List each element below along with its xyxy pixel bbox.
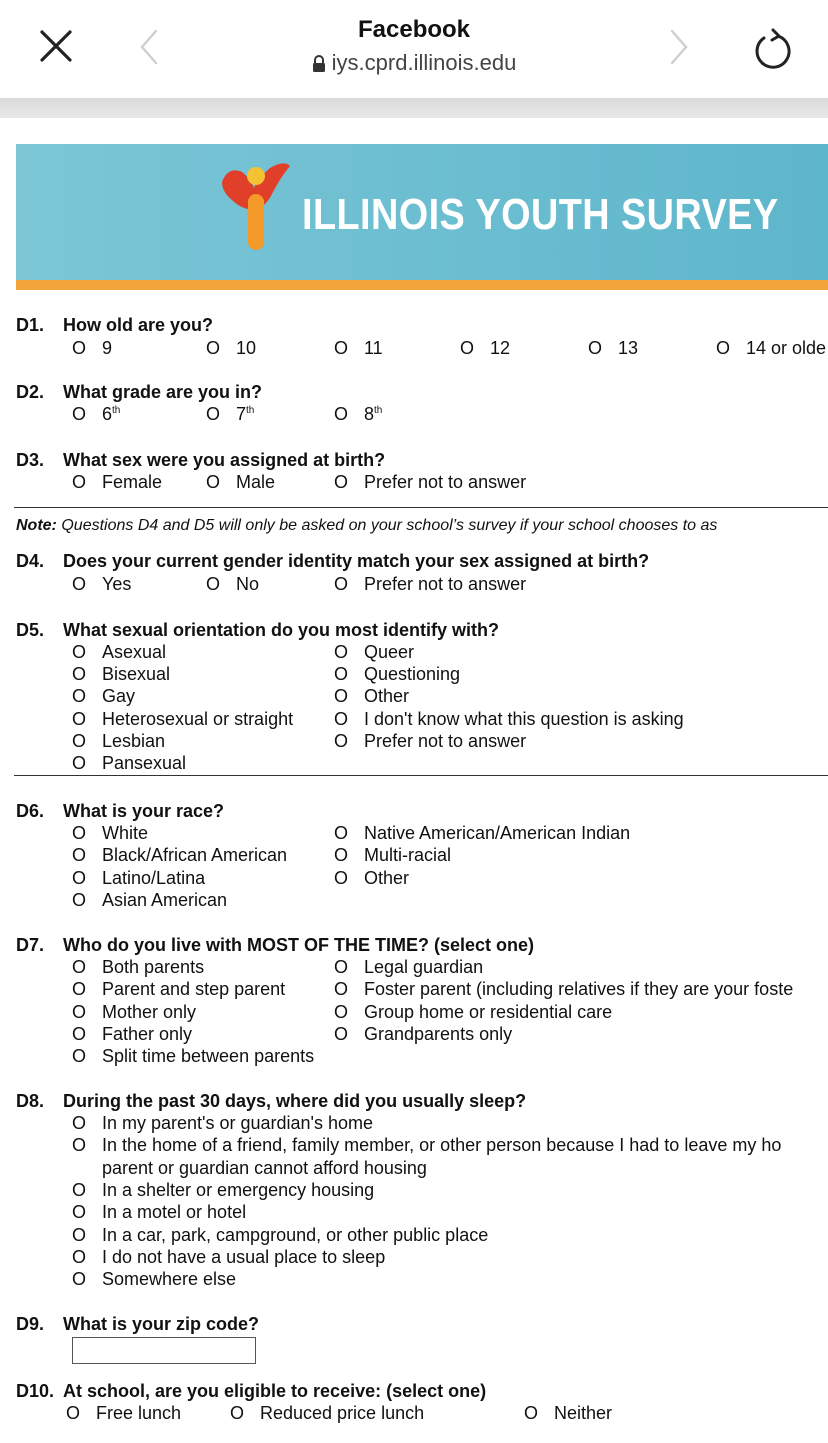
radio-button[interactable]: O <box>72 1113 87 1133</box>
option-black[interactable]: O Black/African American <box>72 845 288 865</box>
iys-logo-icon <box>218 158 294 254</box>
option-bisexual[interactable]: O Bisexual <box>72 664 171 684</box>
reload-icon[interactable] <box>748 26 796 74</box>
radio-button[interactable]: O <box>72 753 87 773</box>
question-d4 <box>0 551 828 575</box>
option-grade-7[interactable]: O 7th <box>206 404 255 424</box>
option-step-parent[interactable]: O Parent and step parent <box>72 979 286 999</box>
radio-button[interactable]: O <box>334 686 349 706</box>
radio-button[interactable]: O <box>72 823 87 843</box>
option-prefer-not[interactable]: O Prefer not to answer <box>334 574 527 594</box>
option-age-11[interactable]: O 11 <box>334 338 383 358</box>
survey-note: Note: Questions D4 and D5 will only be asked on your school’s survey if your school chooses to as <box>16 517 718 534</box>
option-dont-know[interactable]: O I don't know what this question is asking <box>334 709 684 729</box>
option-yes[interactable]: O Yes <box>72 574 132 594</box>
option-gay[interactable]: O Gay <box>72 686 136 706</box>
question-number: D9. <box>16 1314 45 1334</box>
radio-button[interactable]: O <box>334 957 349 977</box>
question-d5 <box>0 620 828 644</box>
url-text: iys.cprd.illinois.edu <box>331 50 517 75</box>
radio-button[interactable]: O <box>72 1202 87 1222</box>
radio-button[interactable]: O <box>72 731 87 751</box>
radio-button[interactable]: O <box>72 1046 87 1066</box>
radio-button[interactable]: O <box>72 1225 87 1245</box>
radio-button[interactable]: O <box>72 957 87 977</box>
zip-code-input[interactable] <box>72 1337 256 1364</box>
radio-button[interactable]: O <box>72 1180 87 1200</box>
radio-button[interactable]: O <box>716 338 731 358</box>
radio-button[interactable]: O <box>72 1002 87 1022</box>
radio-button[interactable]: O <box>334 1024 349 1044</box>
option-public-place[interactable]: O In a car, park, campground, or other public place <box>72 1225 489 1245</box>
question-d2 <box>0 382 828 406</box>
question-number: D2. <box>16 382 45 402</box>
divider <box>14 507 828 508</box>
option-age-13[interactable]: O 13 <box>588 338 639 358</box>
radio-button[interactable]: O <box>334 642 349 662</box>
option-age-12[interactable]: O 12 <box>460 338 511 358</box>
option-prefer-not[interactable]: O Prefer not to answer <box>334 472 527 492</box>
option-both-parents[interactable]: O Both parents <box>72 957 205 977</box>
option-reduced-lunch[interactable]: O Reduced price lunch <box>230 1403 425 1423</box>
radio-button[interactable]: O <box>72 845 87 865</box>
banner-title: ILLINOIS YOUTH SURVEY <box>302 190 779 239</box>
option-no[interactable]: O No <box>206 574 260 594</box>
radio-button[interactable]: O <box>72 890 87 910</box>
option-native-american[interactable]: O Native American/American Indian <box>334 823 631 843</box>
option-age-14[interactable]: O 14 or olde <box>716 338 827 358</box>
radio-button[interactable]: O <box>72 709 87 729</box>
radio-button[interactable]: O <box>334 472 349 492</box>
radio-button[interactable]: O <box>72 1024 87 1044</box>
question-text: At school, are you eligible to receive: (select one) <box>63 1381 487 1401</box>
radio-button[interactable]: O <box>334 868 349 888</box>
radio-button[interactable]: O <box>334 709 349 729</box>
question-d9 <box>0 1314 828 1338</box>
radio-button[interactable]: O <box>72 686 87 706</box>
radio-button[interactable]: O <box>334 823 349 843</box>
option-other[interactable]: O Other <box>334 868 410 888</box>
option-continuation-text: parent or guardian cannot afford housing <box>102 1158 427 1178</box>
radio-button[interactable]: O <box>334 731 349 751</box>
question-text: What grade are you in? <box>63 382 263 402</box>
radio-button[interactable]: O <box>460 338 475 358</box>
radio-button[interactable]: O <box>72 574 87 594</box>
radio-button[interactable]: O <box>72 868 87 888</box>
option-queer[interactable]: O Queer <box>334 642 415 662</box>
question-number: D10. <box>16 1381 55 1401</box>
radio-button[interactable]: O <box>72 1247 87 1267</box>
radio-button[interactable]: O <box>524 1403 539 1423</box>
question-number: D5. <box>16 620 45 640</box>
question-text: Does your current gender identity match your sex assigned at birth? <box>63 551 650 571</box>
option-neither[interactable]: O Neither <box>524 1403 613 1423</box>
option-latino[interactable]: O Latino/Latina <box>72 868 206 888</box>
option-white[interactable]: O White <box>72 823 149 843</box>
forward-arrow-icon[interactable] <box>668 27 690 67</box>
option-other[interactable]: O Other <box>334 686 410 706</box>
option-mother-only[interactable]: O Mother only <box>72 1002 197 1022</box>
option-grade-6[interactable]: O 6th <box>72 404 121 424</box>
radio-button[interactable]: O <box>334 664 349 684</box>
option-parents-home[interactable]: O In my parent's or guardian's home <box>72 1113 374 1133</box>
option-grandparents[interactable]: O Grandparents only <box>334 1024 513 1044</box>
option-pansexual[interactable]: O Pansexual <box>72 753 187 773</box>
question-d3 <box>0 450 828 474</box>
radio-button[interactable]: O <box>66 1403 81 1423</box>
question-text: What is your zip code? <box>63 1314 260 1334</box>
url-bar[interactable] <box>0 50 828 79</box>
radio-button[interactable]: O <box>206 404 221 424</box>
question-text: How old are you? <box>63 315 214 335</box>
radio-button[interactable]: O <box>206 574 221 594</box>
option-female[interactable]: O Female <box>72 472 163 492</box>
radio-button[interactable]: O <box>588 338 603 358</box>
question-text: What sex were you assigned at birth? <box>63 450 386 470</box>
question-number: D7. <box>16 935 45 955</box>
question-d1 <box>0 315 828 339</box>
option-legal-guardian[interactable]: O Legal guardian <box>334 957 484 977</box>
option-foster-parent[interactable]: O Foster parent (including relatives if they are your foste <box>334 979 794 999</box>
question-number: D8. <box>16 1091 45 1111</box>
radio-button[interactable]: O <box>334 338 349 358</box>
radio-button[interactable]: O <box>72 338 87 358</box>
lock-icon <box>312 53 326 79</box>
divider <box>14 775 828 776</box>
option-father-only[interactable]: O Father only <box>72 1024 193 1044</box>
radio-button[interactable]: O <box>72 472 87 492</box>
radio-button[interactable]: O <box>72 404 87 424</box>
question-text: What is your race? <box>63 801 225 821</box>
option-split-time[interactable]: O Split time between parents <box>72 1046 315 1066</box>
option-lesbian[interactable]: O Lesbian <box>72 731 166 751</box>
radio-button[interactable]: O <box>334 404 349 424</box>
option-age-10[interactable]: O 10 <box>206 338 257 358</box>
question-d8 <box>0 1091 828 1115</box>
radio-button[interactable]: O <box>72 1269 87 1289</box>
question-d6 <box>0 801 828 825</box>
question-number: D6. <box>16 801 45 821</box>
banner-stripe <box>16 280 828 290</box>
option-grade-8[interactable]: O 8th <box>334 404 383 424</box>
radio-button[interactable]: O <box>334 574 349 594</box>
question-text: During the past 30 days, where did you usually sleep? <box>63 1091 527 1111</box>
radio-button[interactable]: O <box>334 979 349 999</box>
toolbar-divider <box>0 98 828 118</box>
option-shelter[interactable]: O In a shelter or emergency housing <box>72 1180 375 1200</box>
option-free-lunch[interactable]: O Free lunch <box>66 1403 182 1423</box>
radio-button[interactable]: O <box>72 664 87 684</box>
option-prefer-not[interactable]: O Prefer not to answer <box>334 731 527 751</box>
option-group-home[interactable]: O Group home or residential care <box>334 1002 613 1022</box>
radio-button[interactable]: O <box>72 979 87 999</box>
option-age-9[interactable]: O 9 <box>72 338 113 358</box>
option-questioning[interactable]: O Questioning <box>334 664 461 684</box>
option-asian[interactable]: O Asian American <box>72 890 228 910</box>
radio-button[interactable]: O <box>72 1135 87 1155</box>
option-heterosexual[interactable]: O Heterosexual or straight <box>72 709 294 729</box>
browser-toolbar <box>0 0 828 98</box>
option-somewhere-else[interactable]: O Somewhere else <box>72 1269 237 1289</box>
radio-button[interactable]: O <box>230 1403 245 1423</box>
option-asexual[interactable]: O Asexual <box>72 642 167 662</box>
radio-button[interactable]: O <box>206 338 221 358</box>
question-number: D1. <box>16 315 45 335</box>
question-text: Who do you live with MOST OF THE TIME? (select one) <box>63 935 535 955</box>
question-d10 <box>0 1381 828 1405</box>
option-no-usual-place[interactable]: O I do not have a usual place to sleep <box>72 1247 386 1267</box>
option-multiracial[interactable]: O Multi-racial <box>334 845 452 865</box>
radio-button[interactable]: O <box>334 1002 349 1022</box>
option-friends-home[interactable]: O In the home of a friend, family member, or other person because I had to leave my ho <box>72 1135 782 1155</box>
question-number: D4. <box>16 551 45 571</box>
option-motel[interactable]: O In a motel or hotel <box>72 1202 247 1222</box>
option-male[interactable]: O Male <box>206 472 276 492</box>
question-d7 <box>0 935 828 959</box>
page-title: Facebook <box>357 16 471 43</box>
question-text: What sexual orientation do you most identify with? <box>63 620 500 640</box>
question-number: D3. <box>16 450 45 470</box>
radio-button[interactable]: O <box>334 845 349 865</box>
radio-button[interactable]: O <box>206 472 221 492</box>
radio-button[interactable]: O <box>72 642 87 662</box>
